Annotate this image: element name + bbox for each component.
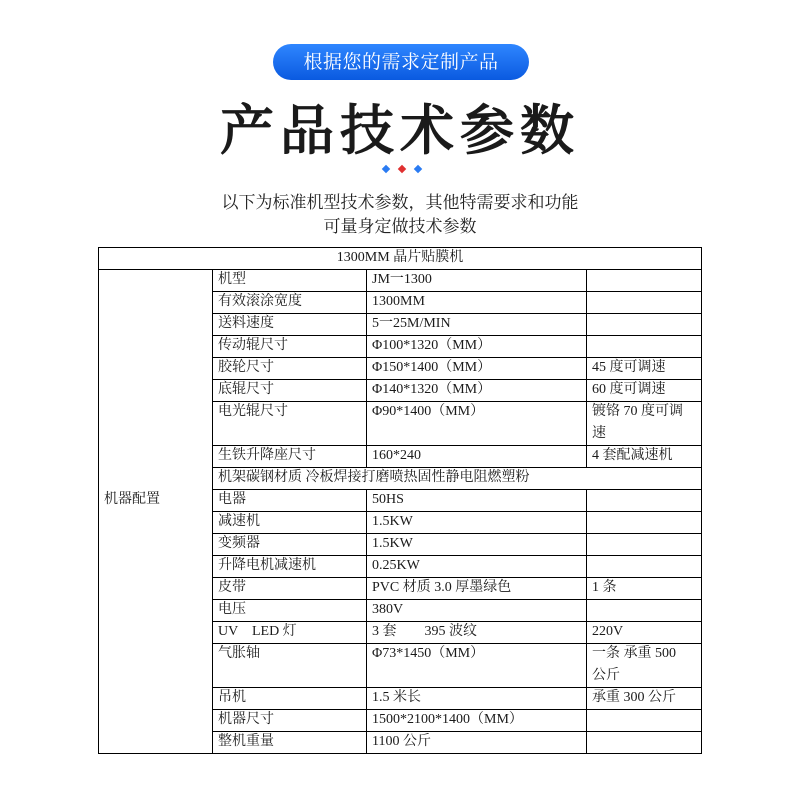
column-divider (366, 269, 367, 291)
column-divider (366, 687, 367, 709)
spec-value: 1.5 米长 (372, 690, 421, 705)
spec-name: 减速机 (218, 514, 260, 529)
diamond-icon (382, 165, 390, 173)
table-row (212, 379, 702, 402)
spec-name: 变频器 (218, 536, 260, 551)
decorative-dots (383, 165, 423, 175)
column-divider (586, 687, 587, 709)
table-row (212, 643, 702, 688)
spec-note (586, 599, 702, 621)
column-divider (366, 489, 367, 511)
column-divider (366, 533, 367, 555)
spec-name: 电光辊尺寸 (218, 404, 288, 419)
table-row (212, 577, 702, 600)
spec-note-line: 镀铬 70 度可调 (592, 404, 683, 419)
column-divider (366, 599, 367, 621)
spec-note (586, 313, 702, 335)
spec-name: 机器尺寸 (218, 712, 274, 727)
table-row (212, 687, 702, 710)
table-title: 1300MM 晶片贴膜机 (336, 250, 464, 265)
group-label: 机器配置 (104, 492, 160, 507)
diamond-icon (414, 165, 422, 173)
column-divider (366, 555, 367, 577)
spec-note-line: 速 (592, 426, 606, 441)
spec-value: 5一25M/MIN (372, 316, 451, 331)
spec-value: 1100 公斤 (372, 734, 431, 749)
spec-name: 气胀轴 (218, 646, 260, 661)
spec-note (586, 401, 702, 445)
spec-value: 50HS (372, 492, 404, 507)
custom-badge: 根据您的需求定制产品 (273, 44, 529, 80)
table-row (212, 269, 702, 292)
table-row (212, 709, 702, 732)
spec-note (586, 709, 702, 731)
column-divider (586, 401, 587, 445)
table-row (212, 313, 702, 336)
spec-name: 皮带 (218, 580, 246, 595)
spec-note (586, 511, 702, 533)
table-row (212, 291, 702, 314)
spec-value: Φ73*1450（MM） (372, 646, 485, 661)
spec-value: Φ90*1400（MM） (372, 404, 485, 419)
spec-note (586, 489, 702, 511)
column-divider (366, 643, 367, 687)
spec-value: 1500*2100*1400（MM） (372, 712, 523, 727)
column-divider (366, 731, 367, 753)
spec-note: 4 套配减速机 (592, 448, 673, 463)
table-row (212, 445, 702, 468)
spec-value: Φ150*1400（MM） (372, 360, 492, 375)
column-divider (366, 445, 367, 467)
column-divider (586, 555, 587, 577)
subtitle-line-2: 可量身定做技术参数 (323, 217, 477, 237)
column-divider (586, 533, 587, 555)
spec-name: 有效滚涂宽度 (218, 294, 302, 309)
table-title-row (98, 247, 702, 270)
column-divider (586, 379, 587, 401)
spec-note (586, 269, 702, 291)
spec-value: 0.25KW (372, 558, 420, 573)
column-divider (366, 357, 367, 379)
table-row (212, 731, 702, 754)
spec-note (586, 555, 702, 577)
column-divider (366, 511, 367, 533)
spec-name: UV LED 灯 (218, 624, 297, 639)
spec-note-line: 一条 承重 500 (592, 646, 676, 661)
spec-full-text: 机架碳钢材质 冷板焊接打磨喷热固性静电阻燃塑粉 (218, 470, 530, 485)
spec-value: JM一1300 (372, 272, 432, 287)
spec-value: 1.5KW (372, 514, 413, 529)
spec-name: 整机重量 (218, 734, 274, 749)
table-row (212, 555, 702, 578)
diamond-icon (398, 165, 406, 173)
column-divider (586, 489, 587, 511)
column-divider (366, 401, 367, 445)
column-divider (366, 621, 367, 643)
table-row (212, 335, 702, 358)
table-row (212, 533, 702, 556)
spec-name: 升降电机减速机 (218, 558, 316, 573)
column-divider (586, 599, 587, 621)
column-divider (586, 291, 587, 313)
column-divider (586, 731, 587, 753)
column-divider (586, 269, 587, 291)
spec-value: PVC 材质 3.0 厚墨绿色 (372, 580, 512, 595)
page-title: 产品技术参数 (220, 99, 580, 162)
spec-value: Φ140*1320（MM） (372, 382, 492, 397)
column-divider (366, 291, 367, 313)
spec-name: 电压 (218, 602, 246, 617)
column-divider (586, 357, 587, 379)
column-divider (586, 335, 587, 357)
spec-value: 3 套 395 波纹 (372, 624, 477, 639)
spec-value: 1.5KW (372, 536, 413, 551)
table-row (212, 511, 702, 534)
spec-note (586, 643, 702, 687)
spec-note-line: 公斤 (592, 668, 620, 683)
table-row (212, 467, 702, 490)
spec-note: 220V (592, 624, 624, 639)
column-divider (366, 313, 367, 335)
spec-note (586, 533, 702, 555)
spec-name: 吊机 (218, 690, 246, 705)
spec-note (586, 291, 702, 313)
spec-note: 45 度可调速 (592, 360, 666, 375)
spec-name: 机型 (218, 272, 246, 287)
table-row (212, 621, 702, 644)
spec-note (586, 335, 702, 357)
spec-table (98, 247, 702, 753)
spec-value: 160*240 (372, 448, 421, 463)
table-row (212, 357, 702, 380)
subtitle-line-1: 以下为标准机型技术参数，其他特需要求和功能 (221, 193, 579, 213)
spec-value: 1300MM (372, 294, 425, 309)
table-row (212, 599, 702, 622)
spec-value: Φ100*1320（MM） (372, 338, 492, 353)
column-divider (586, 577, 587, 599)
spec-name: 胶轮尺寸 (218, 360, 274, 375)
spec-note: 1 条 (592, 580, 617, 595)
column-divider (366, 577, 367, 599)
column-divider (366, 709, 367, 731)
spec-name: 传动辊尺寸 (218, 338, 288, 353)
spec-name: 底辊尺寸 (218, 382, 274, 397)
column-divider (586, 643, 587, 687)
spec-note: 承重 300 公斤 (592, 690, 676, 705)
column-divider (586, 313, 587, 335)
spec-note: 60 度可调速 (592, 382, 666, 397)
spec-value: 380V (372, 602, 404, 617)
spec-name: 送料速度 (218, 316, 274, 331)
spec-note (586, 731, 702, 753)
table-row (212, 401, 702, 446)
table-row (212, 489, 702, 512)
column-divider (366, 379, 367, 401)
column-divider (586, 511, 587, 533)
spec-name: 电器 (218, 492, 246, 507)
column-divider (366, 335, 367, 357)
spec-name: 生铁升降座尺寸 (218, 448, 316, 463)
column-divider (586, 445, 587, 467)
column-divider (586, 709, 587, 731)
column-divider (586, 621, 587, 643)
